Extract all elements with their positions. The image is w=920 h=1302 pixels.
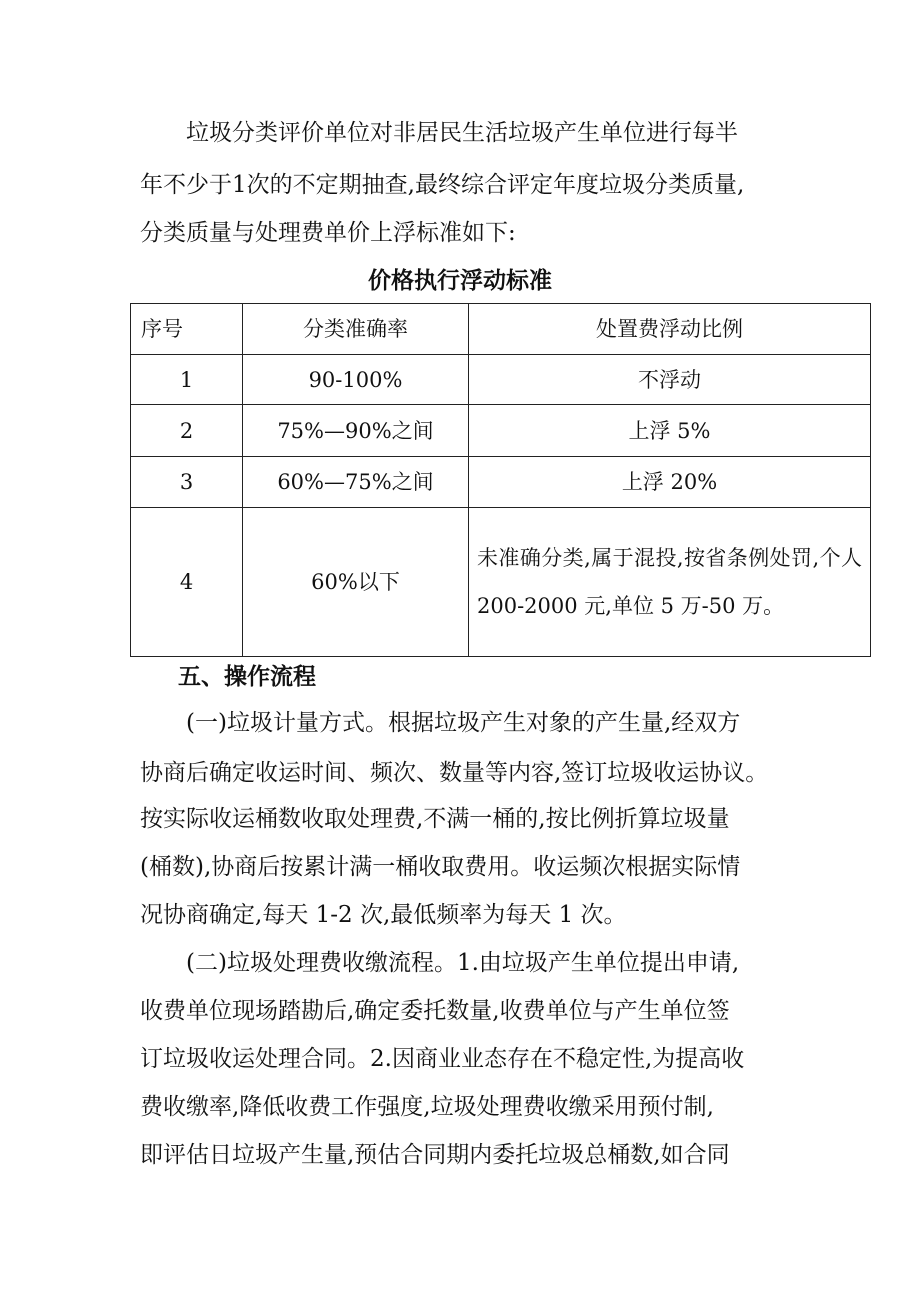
table-row xyxy=(131,405,871,457)
para1-line-2: 协商后确定收运时间、频次、数量等内容,签订垃圾收运协议。 xyxy=(140,760,769,786)
para2-line-5: 即评估日垃圾产生量,预估合同期内委托垃圾总桶数,如合同 xyxy=(140,1142,730,1168)
table-row xyxy=(131,508,871,657)
cell-rate: 75%—90%之间 xyxy=(243,405,469,457)
table-row xyxy=(131,457,871,508)
intro-line-2: 年不少于1次的不定期抽查,最终综合评定年度垃圾分类质量, xyxy=(140,172,745,198)
para2-line-4: 费收缴率,降低收费工作强度,垃圾处理费收缴采用预付制, xyxy=(140,1094,714,1120)
cell-adjust: 未准确分类,属于混投,按省条例处罚,个人 200-2000 元,单位 5 万-50 万。 xyxy=(469,508,871,657)
para2-line-2: 收费单位现场踏勘后,确定委托数量,收费单位与产生单位签 xyxy=(140,998,730,1024)
section-heading: 五、操作流程 xyxy=(178,664,316,690)
cell-adjust: 不浮动 xyxy=(469,355,871,405)
cell-no: 4 xyxy=(131,508,243,657)
header-no: 序号 xyxy=(131,304,243,355)
cell-rate: 60%—75%之间 xyxy=(243,457,469,508)
para1-line-3: 按实际收运桶数收取处理费,不满一桶的,按比例折算垃圾量 xyxy=(140,806,730,832)
cell-no: 2 xyxy=(131,405,243,457)
para1-line-5: 况协商确定,每天 1-2 次,最低频率为每天 1 次。 xyxy=(140,902,627,928)
header-rate: 分类准确率 xyxy=(243,304,469,355)
cell-no: 1 xyxy=(131,355,243,405)
cell-adjust: 上浮 20% xyxy=(469,457,871,508)
header-adjust: 处置费浮动比例 xyxy=(469,304,871,355)
intro-line-3: 分类质量与处理费单价上浮标准如下: xyxy=(140,220,516,246)
table-header-row xyxy=(131,304,871,355)
para1-line-1: (一)垃圾计量方式。根据垃圾产生对象的产生量,经双方 xyxy=(186,710,741,736)
intro-line-1: 垃圾分类评价单位对非居民生活垃圾产生单位进行每半 xyxy=(186,120,738,146)
para2-line-1: (二)垃圾处理费收缴流程。1.由垃圾产生单位提出申请, xyxy=(186,950,740,976)
table-caption: 价格执行浮动标准 xyxy=(368,268,552,294)
para2-line-3: 订垃圾收运处理合同。2.因商业业态存在不稳定性,为提高收 xyxy=(140,1046,745,1072)
para1-line-4: (桶数),协商后按累计满一桶收取费用。收运频次根据实际情 xyxy=(140,854,741,880)
cell-rate: 60%以下 xyxy=(243,508,469,657)
price-float-table xyxy=(130,303,871,657)
table-row xyxy=(131,355,871,405)
cell-rate: 90-100% xyxy=(243,355,469,405)
cell-adjust: 上浮 5% xyxy=(469,405,871,457)
cell-no: 3 xyxy=(131,457,243,508)
